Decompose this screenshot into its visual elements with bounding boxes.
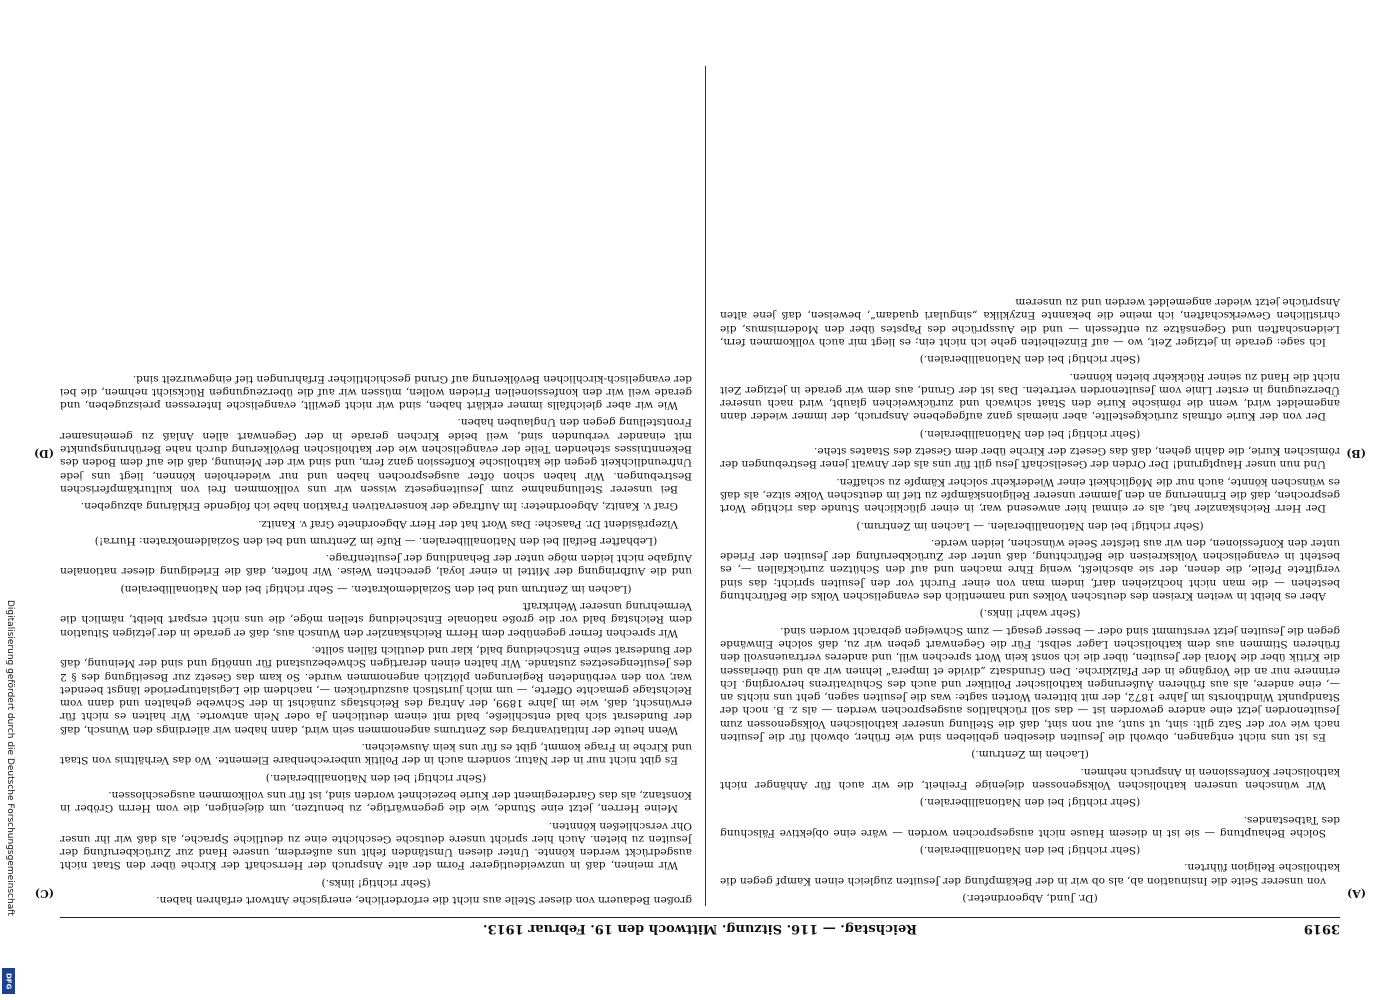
paragraph: Es ist uns nicht entgangen, obwohl die Jesuiten dieselben geblieben sind wie früher, obwohl für die Jesuiten nach wie vor der Satz gilt: sint, ut sunt, aut non sint, daß die Stellung unserer katholischen Volksgenossen zum Jesuitenorden jetzt eine andere geworden ist — das soll rückhaltlos ausgesprochen werden — als z. B. noch der Standpunkt Windthorsts im Jahre 1872, der mit bitteren Worten sagte: was die Jesuiten sagen, geht uns nichts an —, eine andere, als aus früheren Äußerungen katholischer Politiker und auch des Schulvatirens hervorging. Ich erinnere nur an die Vorgänge in der Pfalzkirche. Den Grundsatz „divide et impera“ lehnen wir ab und überlassen die Kritik über die Moral der Jesuiten, über die ich sonst kein Wort sprechen will, und anderes vertrauensvoll den früheren Stimmen aus dem katholischen Lager selbst. Für die Gegenwart geben wir zu, daß solche Einwände gegen die Jesuiten jetzt verstummt sind oder — besser gesagt — zum Schweigen gebracht worden sind. xyxy=(720,624,1340,744)
interjection: (Sehr wahr! links.) xyxy=(979,607,1081,620)
margin-marker-b: (B) xyxy=(1346,447,1366,460)
paragraph: Wir sprechen ferner gegenüber dem Herrn Reichskanzler den Wunsch aus, daß er gerade in der jetzigen Situation dem Reichstag bald vor die große nationale Entscheidung stellen möge, die uns nicht erspart bleibt, nämlich die Vermehrung unserer Wehrkraft xyxy=(60,600,692,639)
interjection: (Sehr richtig! bei den Nationalliberalen.) xyxy=(919,427,1141,440)
paragraph: Der Herr Reichskanzler hat, als er einmal hier anwesend war, in einer glücklichen Stunde das richtige Wort gesprochen, daß die Erinnerung an den Jammer unserer Religionskämpfe zu tief im deutschen Volke sitze, als daß es wünschen könnte, auch nur die Möglichkeit einer Wiederkehr solcher Kämpfe zu schaffen. xyxy=(720,475,1340,515)
column-divider xyxy=(705,66,706,906)
dfg-logo: DFG xyxy=(2,968,15,994)
paragraph: Wie wir aber gleichfalls immer erklärt haben, sind wir nicht gewillt, evangelische Interessen preiszugeben, und gerade weil wir den konfessionellen Frieden wollen, müssen wir auf die überzeugungen Rücksicht nehmen, die bei der evangelisch-kirchlichen Bevölkerung auf Grund geschichtlicher Erfahrungen tief eingewurzelt sind. xyxy=(60,372,692,412)
interjection: (Sehr richtig! bei den Nationalliberalen.) xyxy=(919,844,1141,857)
paragraph: Aber es bleibt in weiten Kreisen des deutschen Volkes und namentlich des evangelischen Volks die Befürchtung bestehen — die man nicht hochziehen darf, indem man von einer Furcht vor den Jesuiten spricht; das sind vergiftete Pfeile, die denen, der sie abschießt, wenig Ehre machen und auf den Schützen zurückfallen —, es besteht in evangelischen Volkskreisen die Befürchtung, daß unter der Zurückberufung der Jesuiten der Friede unter den Konfessionen, den wir aus tiefster Seele wünschen, leiden werde. xyxy=(720,536,1340,603)
paragraph: Und nun unser Hauptgrund! Der Orden der Gesellschaft Jesu gilt für uns als der Anwalt jener Bestrebungen der römischen Kurie, die dahin gehen, daß das Gesetz der Kirche über dem Gesetz des Staates stehe. xyxy=(720,445,1340,471)
interjection: (Lachen im Zentrum und bei den Sozialdemokraten. — Sehr richtig! bei den Nationalliberalen) xyxy=(120,582,632,595)
page-header xyxy=(60,917,1340,940)
paragraph: großen Bedauern von dieser Stelle aus nicht die erforderliche, energische Antwort erfahren haben. xyxy=(156,894,692,906)
paragraph: Bei unserer Stellungnahme zum Jesuitengesetz wissen wir uns vollkommen frei von kulturkämpferischen Bestrebungen. Wir haben schon öfter ausgesprochen haben und nur wiederholen können, liegt uns jede Unfreundlichkeit gegen die katholische Konfession ganz fern, und sind wir der Meinung, daß die auf dem Boden des Bekenntnisses stehenden Teile der evangelischen wie der katholischen Bevölkerung durch nahe Berührungspunkte mit einander verbunden sind, weil beide Kirchen gerade in der Gegenwart allen Anlaß zu gemeinsamer Frontstellung gegen den Unglauben haben. xyxy=(60,416,692,495)
paragraph: Solche Behauptung — sie ist in diesem Hause nicht ausgesprochen worden — wäre eine objektive Fälschung des Tatbestandes. xyxy=(720,813,1340,839)
left-column xyxy=(720,66,1340,906)
margin-marker-c: (C) xyxy=(34,887,54,900)
interjection: (Lachen im Zentrum.) xyxy=(971,748,1089,761)
dfg-notice-text: Digitalisierung gefördert durch die Deutsche Forschungsgemeinschaft xyxy=(5,600,15,916)
interjection: (Sehr richtig! links.) xyxy=(321,876,431,889)
paragraph: Meine Herren, jetzt eine Stunde, wie die gegenwärtige, zu benutzen, um diejenigen, die vom Herrn Gröber in Konstanz, als das Garderegiment der Kurie bezeichnet worden sind, ist für uns vollkommen ausgeschlossen. xyxy=(60,788,692,815)
paragraph: Wir meinen, daß in unzweideutigerer Form der alte Anspruch der Herrschaft der Kirche über den Staat nicht ausgedrückt werden könnte. Unter diesen Umständen fehlt uns außerdem, unsere Hand zur Zurückberufung der Jesuiten zu bieten. Auch hier spricht unsere deutsche Geschichte eine zu deutliche Sprache, als daß wir ihr unser Ohr verschließen könnten. xyxy=(60,819,692,872)
paragraph: Es gibt nicht nur in der Natur, sondern auch in der Politik unberechenbare Elemente. Wo das Verhältnis von Staat und Kirche in Frage kommt, gibt es für uns kein Ausweichen. xyxy=(60,741,692,767)
speaker-line: (Dr. Jund, Abgeordneter.) xyxy=(962,892,1098,904)
digitization-notice xyxy=(0,0,18,1000)
margin-marker-a: (A) xyxy=(1347,887,1366,900)
paragraph: Wenn heute der Initiativantrag des Zentrums angenommen sein wird, dann haben wir allerdings den Wunsch, daß der Bundesrat sich bald entschließe, bald mit einem deutlichen Ja oder Nein antworte. Wir halten es nicht für erwünscht, daß, wie im Jahre 1899, der Antrag des Reichstags zunächst in der Schwebe gehalten und dann vom Reichstage gemachte Offerte, — um mich juristisch auszudrücken —, nachdem die Legislaturperiode längst beendet war, von den verbündeten Regierungen plötzlich angenommen wurde. So kam das Gesetz zur Beseitigung des § 2 des Jesuitengesetzes zustande. Wir halten einen derartigen Schwebezustand für unnötig und sind der Meinung, daß der Bundesrat seine Entscheidung bald, klar und deutlich fällen sollte. xyxy=(60,643,692,736)
right-column xyxy=(60,66,692,906)
interjection: (Sehr richtig! bei den Nationalliberalen.) xyxy=(919,353,1141,366)
paragraph: Vizepräsident Dr. Paasche: Das Wort hat der Herr Abgeordnete Graf v. Kanitz. xyxy=(257,517,678,530)
paragraph: Wir wünschen unseren katholischen Volksgenossen diejenige Freiheit, die wir auch für Anhänger nicht katholischer Konfessionen in Anspruch nehmen. xyxy=(720,765,1340,791)
interjection: (Sehr richtig! bei den Nationalliberalen.) xyxy=(919,796,1141,809)
interjection: (Sehr richtig! bei den Nationalliberalen.) xyxy=(265,771,487,784)
paragraph: Ich sage: gerade in jetziger Zeit, wo — auf Einzelheiten gehe ich nicht ein; es liegt mir auch vollkommen fern, Leidenschaften und Gegensätze zu entfesseln — und die Aussprüche des Papstes über den Modernismus, die christlichen Gewerkschaften, ich meine die bekannte Enzyklika „singulari quadam“, beweisen, daß jene alten Ansprüche jetzt wieder angemeldet werden und zu unserem xyxy=(720,296,1340,349)
document-page xyxy=(34,60,1366,940)
paragraph: von unserer Seite die Insinuation ab, als ob wir in der Bekämpfung der Jesuiten zugleich einen Kampf gegen die katholische Religion führten. xyxy=(720,861,1340,887)
interjection: (Lebhafter Beifall bei den Nationalliberalen. — Rufe im Zentrum und bei den Sozialdemokraten: Hurra!) xyxy=(94,534,658,547)
paragraph: Der von der Kurie oftmals zurückgestellte, aber niemals ganz aufgegebene Anspruch, der immer wieder dann angemeldet wird, wenn die römische Kurie den Staat schwach und zurückweichen glaubt, wird nach unserer Überzeugung in erster Linie vom Jesuitenorden vertreten. Das ist der Grund, aus dem wir gerade in jetziger Zeit nicht die Hand zu seiner Rückkehr bieten können. xyxy=(720,370,1340,423)
interjection: (Sehr richtig! bei den Nationalliberalen. — Lachen im Zentrum.) xyxy=(856,519,1204,532)
margin-marker-d: (D) xyxy=(34,447,54,460)
page-number: 3919 xyxy=(1303,921,1340,937)
page-title: Reichstag. — 116. Sitzung. Mittwoch den 19. Februar 1913. xyxy=(483,921,918,937)
paragraph: und die Aufbringung der Mittel in einer loyal, gerechten Weise. Wir hoffen, daß die Erledigung dieser nationalen Aufgabe nicht leiden möge unter der Behandlung der Jesuitenfrage. xyxy=(60,552,692,578)
paragraph: Graf v. Kanitz, Abgeordneter: Im Auftrage der konservativen Fraktion habe ich folgende Erklärung abzugeben. xyxy=(80,500,678,513)
